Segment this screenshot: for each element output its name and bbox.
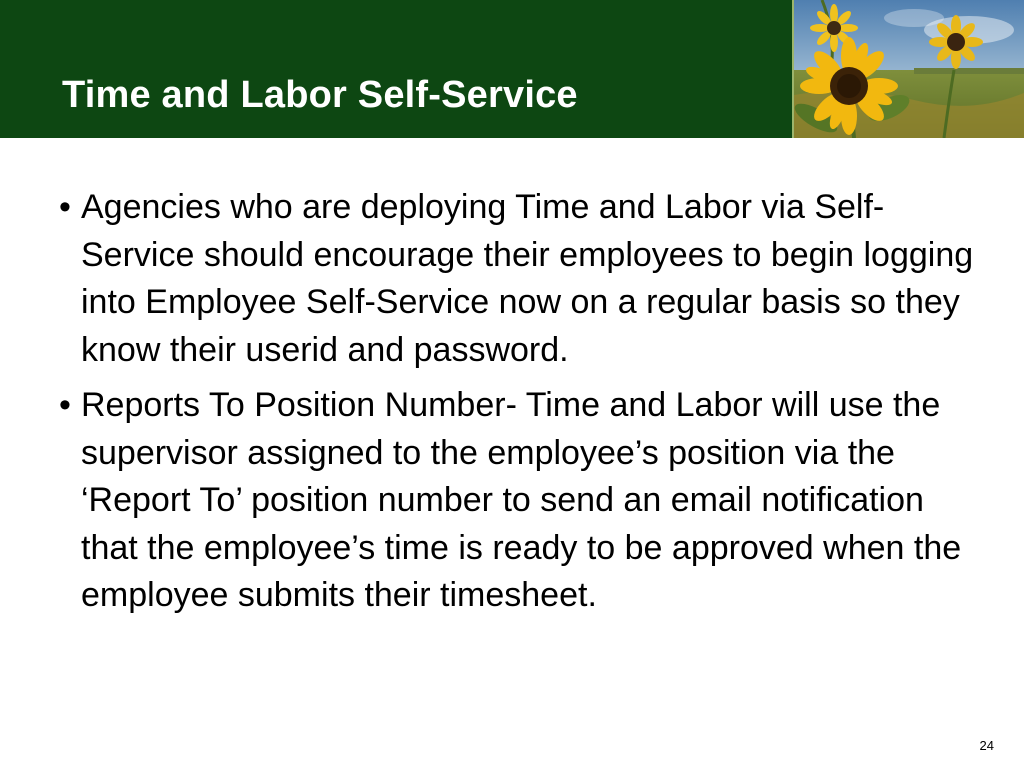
- bullet-list: [56, 184, 986, 628]
- bullet-text: Reports To Position Number- Time and Labor will use the supervisor assigned to the employee’s position via the ‘Report To’ position number to send an email notification that the employee’s time is ready to be approved when the employee submits their timesheet.: [81, 386, 962, 614]
- sunflower-photo: [792, 0, 1024, 138]
- slide-number: 24: [979, 738, 994, 753]
- bullet-item: [56, 382, 986, 620]
- slide-title: Time and Labor Self-Service: [62, 74, 578, 116]
- bullet-text: Agencies who are deploying Time and Labor via Self-Service should encourage their employees to begin logging into Employee Self-Service now on a regular basis so they know their userid and password.: [81, 188, 974, 369]
- bullet-marker: •: [59, 188, 71, 226]
- bullet-item: [56, 184, 986, 374]
- bullet-marker: •: [59, 386, 71, 424]
